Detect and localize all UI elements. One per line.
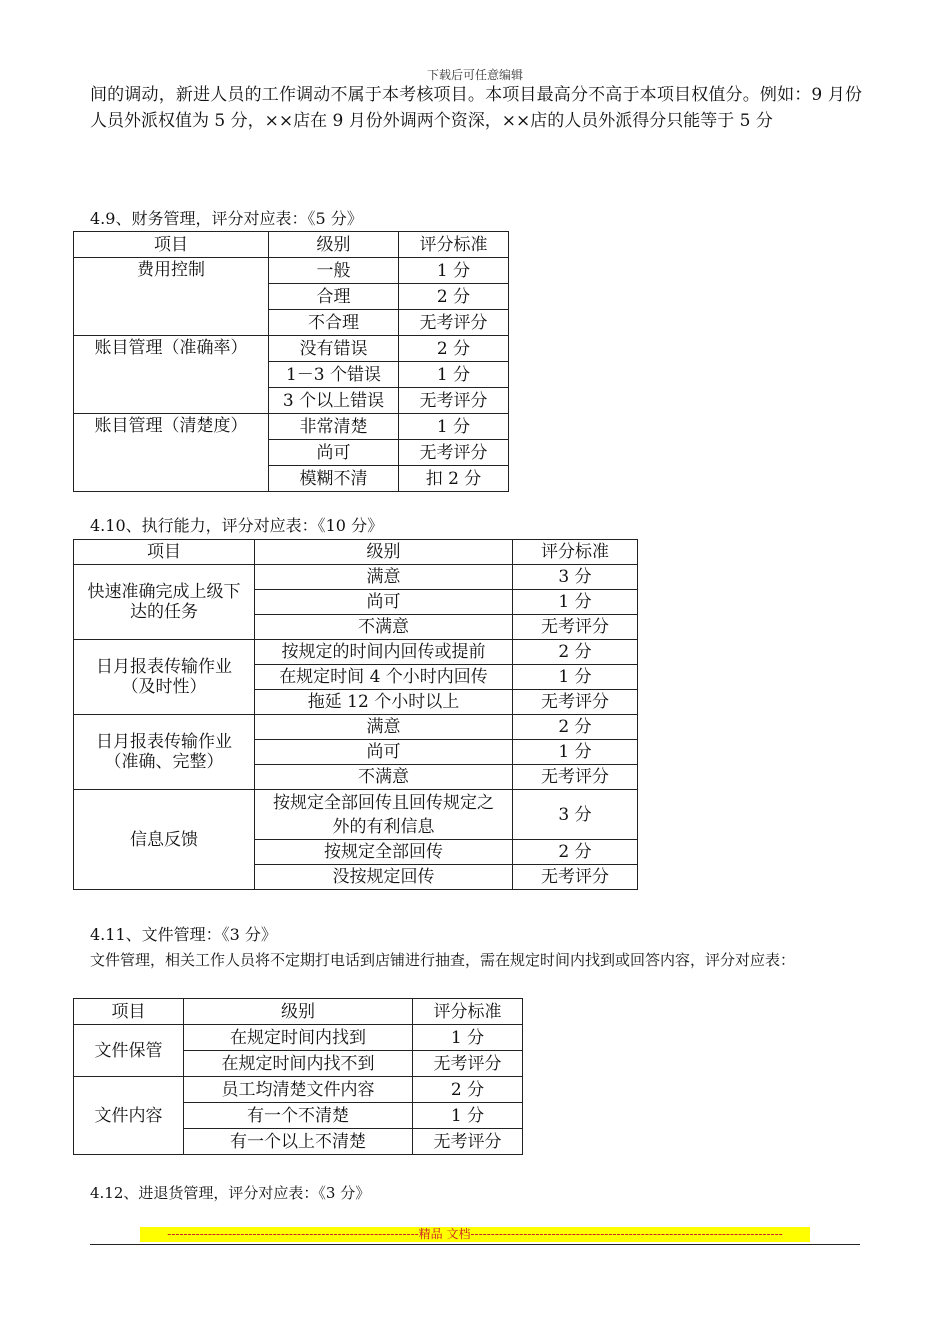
- score-cell: 2 分: [399, 336, 509, 362]
- level-cell: 没按规定回传: [255, 865, 513, 890]
- header-item: 项目: [74, 232, 269, 258]
- table-row: [74, 1077, 523, 1103]
- level-cell: 按规定全部回传且回传规定之外的有利信息: [255, 790, 513, 840]
- footer-divider: [90, 1244, 860, 1245]
- score-cell: 1 分: [413, 1103, 523, 1129]
- item-cell: 文件内容: [74, 1077, 184, 1155]
- header-level: 级别: [269, 232, 399, 258]
- level-cell: 不满意: [255, 765, 513, 790]
- score-cell: 3 分: [513, 565, 638, 590]
- level-cell: 1－3 个错误: [269, 362, 399, 388]
- level-cell: 有一个不清楚: [184, 1103, 413, 1129]
- item-cell: 文件保管: [74, 1025, 184, 1077]
- score-cell: 1 分: [513, 740, 638, 765]
- file-management-table: [73, 998, 523, 1155]
- execution-score-table: [73, 539, 638, 890]
- header-item: 项目: [74, 540, 255, 565]
- item-cell: 信息反馈: [74, 790, 255, 890]
- level-cell: 尚可: [255, 740, 513, 765]
- section-4-11-desc: 文件管理，相关工作人员将不定期打电话到店铺进行抽查，需在规定时间内找到或回答内容，评分对应表：: [90, 951, 796, 969]
- level-cell: 在规定时间内找到: [184, 1025, 413, 1051]
- score-cell: 1 分: [513, 590, 638, 615]
- score-cell: 2 分: [399, 284, 509, 310]
- header-score: 评分标准: [413, 999, 523, 1025]
- section-4-9-title: 4.9、财务管理，评分对应表：《5 分》: [90, 209, 363, 228]
- score-cell: 扣 2 分: [399, 466, 509, 492]
- header-level: 级别: [184, 999, 413, 1025]
- table-row: [74, 1025, 523, 1051]
- level-cell: 有一个以上不清楚: [184, 1129, 413, 1155]
- score-cell: 2 分: [413, 1077, 523, 1103]
- score-cell: 无考评分: [413, 1051, 523, 1077]
- score-cell: 1 分: [399, 362, 509, 388]
- section-4-10-title: 4.10、执行能力，评分对应表：《10 分》: [90, 516, 384, 535]
- item-cell: 账目管理（准确率）: [74, 336, 269, 414]
- section-4-12-title: 4.12、进退货管理，评分对应表：《3 分》: [90, 1184, 371, 1202]
- level-cell: 合理: [269, 284, 399, 310]
- score-cell: 1 分: [399, 414, 509, 440]
- score-cell: 无考评分: [513, 865, 638, 890]
- table-row: [74, 258, 509, 284]
- level-cell: 按规定的时间内回传或提前: [255, 640, 513, 665]
- item-cell: 快速准确完成上级下达的任务: [74, 565, 255, 640]
- table-row: [74, 565, 638, 590]
- table-header-row: [74, 999, 523, 1025]
- header-score: 评分标准: [513, 540, 638, 565]
- level-cell: 没有错误: [269, 336, 399, 362]
- score-cell: 无考评分: [399, 310, 509, 336]
- intro-paragraph: [90, 82, 862, 134]
- header-item: 项目: [74, 999, 184, 1025]
- table-row: [74, 715, 638, 740]
- section-4-11-title: 4.11、文件管理：《3 分》: [90, 925, 277, 944]
- score-cell: 2 分: [513, 640, 638, 665]
- table-row: [74, 414, 509, 440]
- level-cell: 尚可: [255, 590, 513, 615]
- level-cell: 尚可: [269, 440, 399, 466]
- level-cell: 员工均清楚文件内容: [184, 1077, 413, 1103]
- level-cell: 满意: [255, 715, 513, 740]
- score-cell: 3 分: [513, 790, 638, 840]
- header-score: 评分标准: [399, 232, 509, 258]
- score-cell: 无考评分: [513, 690, 638, 715]
- level-cell: 按规定全部回传: [255, 840, 513, 865]
- score-cell: 无考评分: [399, 440, 509, 466]
- score-cell: 无考评分: [513, 615, 638, 640]
- level-cell: 在规定时间内找不到: [184, 1051, 413, 1077]
- level-cell: 3 个以上错误: [269, 388, 399, 414]
- item-cell: 账目管理（清楚度）: [74, 414, 269, 492]
- header-level: 级别: [255, 540, 513, 565]
- finance-score-table: [73, 231, 509, 492]
- table-row: [74, 640, 638, 665]
- level-cell: 一般: [269, 258, 399, 284]
- level-cell: 模糊不清: [269, 466, 399, 492]
- score-cell: 1 分: [413, 1025, 523, 1051]
- score-cell: 无考评分: [513, 765, 638, 790]
- footer-banner: --------------------------------------------------------------精品 文档-----------------------------------------------------------------------------: [140, 1227, 810, 1242]
- score-cell: 无考评分: [413, 1129, 523, 1155]
- table-row: [74, 336, 509, 362]
- level-cell: 不合理: [269, 310, 399, 336]
- table-header-row: [74, 540, 638, 565]
- item-cell: 日月报表传输作业（及时性）: [74, 640, 255, 715]
- level-cell: 满意: [255, 565, 513, 590]
- score-cell: 无考评分: [399, 388, 509, 414]
- score-cell: 2 分: [513, 715, 638, 740]
- level-cell: 在规定时间 4 个小时内回传: [255, 665, 513, 690]
- level-cell: 不满意: [255, 615, 513, 640]
- score-cell: 1 分: [513, 665, 638, 690]
- table-row: [74, 790, 638, 840]
- item-cell: 费用控制: [74, 258, 269, 336]
- level-cell: 拖延 12 个小时以上: [255, 690, 513, 715]
- score-cell: 1 分: [399, 258, 509, 284]
- intro-text: 间的调动，新进人员的工作调动不属于本考核项目。本项目最高分不高于本项目权值分。例如：9 月份人员外派权值为 5 分，××店在 9 月份外调两个资深，××店的人员外派得分只能等于 5 分: [90, 85, 862, 131]
- item-cell: 日月报表传输作业（准确、完整）: [74, 715, 255, 790]
- level-cell: 非常清楚: [269, 414, 399, 440]
- table-header-row: [74, 232, 509, 258]
- page-header: 下载后可任意编辑: [426, 68, 523, 82]
- score-cell: 2 分: [513, 840, 638, 865]
